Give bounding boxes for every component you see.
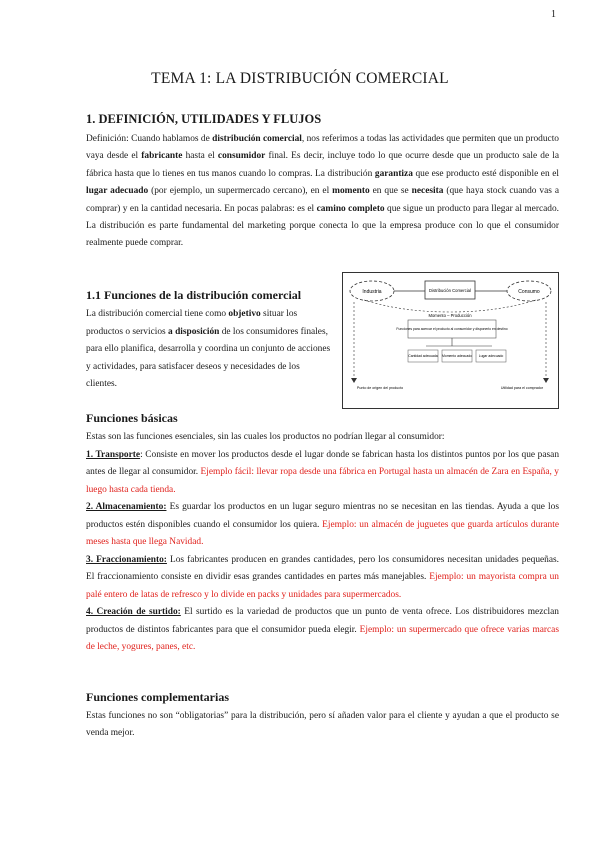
sub-label-2: Momento adecuado xyxy=(442,354,472,358)
distribution-diagram xyxy=(342,272,559,409)
fraccionamiento-example: Ejemplo: un mayorista compra un palé entero de latas de refresco y lo divide en packs y unidades para supermercados. xyxy=(86,572,559,600)
sub-label-3: Lugar adecuado xyxy=(478,354,504,358)
section-heading-definition: 1. DEFINICIÓN, UTILIDADES Y FLUJOS xyxy=(86,112,322,126)
funciones-basicas-heading: Funciones básicas xyxy=(86,411,178,425)
bottom-left-label: Punto de origen del producto xyxy=(356,386,404,390)
funciones-paragraph: La distribución comercial tiene como objetivo situar los productos o servicios a disposición de los consumidores finales, para ello planifica, desarrolla y coordina un conjunto de acciones y actividades, para satisfacer deseos y necesidades de los clientes. xyxy=(86,309,331,390)
middle-box-label: Funciones para acercar el producto al consumidor y disponerlo en destino xyxy=(396,327,508,331)
surtido-title: 4. Creación de surtido: xyxy=(86,607,181,617)
transporte-example: Ejemplo fácil: llevar ropa desde una fábrica en Portugal hasta un almacén de Zara en España, y luego hasta cada tienda. xyxy=(86,467,559,495)
distribution-label: Distribución Comercial xyxy=(429,288,471,293)
funciones-complementarias-heading: Funciones complementarias xyxy=(86,690,229,704)
section-heading-funciones: 1.1 Funciones de la distribución comercial xyxy=(86,288,302,302)
surtido-example: Ejemplo: un supermercado que ofrece varias marcas de leche, yogures, panes, etc. xyxy=(86,624,559,652)
fraccionamiento-title: 3. Fraccionamiento: xyxy=(86,554,167,565)
funciones-basicas-body: Estas son las funciones esenciales, sin las cuales los productos no podrían llegar al consumidor: 1. Transporte: Consiste en mover los productos desde el lugar donde se fabrican hasta los distintos puntos por los que pasan antes de llegar al consumidor. Ejemplo fácil: llevar ropa desde una fábrica en Portugal hasta un almacén de Zara en España, y luego hasta cada tienda. 2. Almacenamiento: Es guardar los productos en un lugar seguro mientras no se necesitan en las tiendas. Ayuda a que los productos estén disponibles cuando el consumidor los quiera. Ejemplo: un almacén de juguetes que guarda artículos durante meses hasta que llega Navidad. 3. Fraccionamiento: Los fabricantes producen en grandes cantidades, pero los consumidores necesitan unidades pequeñas. El fraccionamiento consiste en dividir esas grandes cantidades en partes más manejables. Ejemplo: un mayorista compra un palé entero de latas de refresco y lo divide en packs y unidades para supermercados. 4. Creación de surtido: El surtido es la variedad de productos que un punto de venta ofrece. Los distribuidores mezclan productos de distintos fabricantes para que el consumidor pueda elegir. Ejemplo: un supermercado que ofrece varias marcas de leche, yogures, panes, etc. xyxy=(86,432,560,652)
sub-label-1: Cantidad adecuada xyxy=(408,354,438,358)
page-title: TEMA 1: LA DISTRIBUCIÓN COMERCIAL xyxy=(151,70,449,87)
consumption-label: Consumo xyxy=(518,289,540,295)
transporte-title: 1. Transporte xyxy=(86,449,141,460)
basicas-intro: Estas son las funciones esenciales, sin las cuales los productos no podrían llegar al consumidor: xyxy=(86,432,445,442)
almacenamiento-title: 2. Almacenamiento: xyxy=(86,502,167,512)
industry-label: Industria xyxy=(362,289,382,295)
definition-paragraph: Definición: Cuando hablamos de distribución comercial, nos referimos a todas las actividades que permiten que un producto vaya desde el fabricante hasta el consumidor final. Es decir, incluye todo lo que ocurre desde que un producto sale de la fábrica hasta que lo tienes en tus manos cuando lo compras. La distribución garantiza que ese producto esté disponible en el lugar adecuado (por ejemplo, un supermercado cercano), en el momento en que se necesita (que haya stock cuando vas a comprar) y en la cantidad necesaria. En pocas palabras: es el camino completo que sigue un producto para llegar al mercado. La distribución es parte fundamental del marketing porque conecta lo que la empresa produce con lo que el consumidor realmente puede comprar. xyxy=(86,134,560,249)
funciones-complementarias-text: Estas funciones no son “obligatorias” para la distribución, pero sí añaden valor para el cliente y ayudan a que el producto se venda mejor. xyxy=(86,711,559,739)
flow-label: Momento – Producción xyxy=(428,313,472,318)
almacenamiento-example: Ejemplo: un almacén de juguetes que guarda artículos durante meses hasta que llega Navidad. xyxy=(86,519,559,547)
page-number: 1 xyxy=(551,9,556,20)
bottom-right-label: Utilidad para el comprador xyxy=(500,386,544,390)
